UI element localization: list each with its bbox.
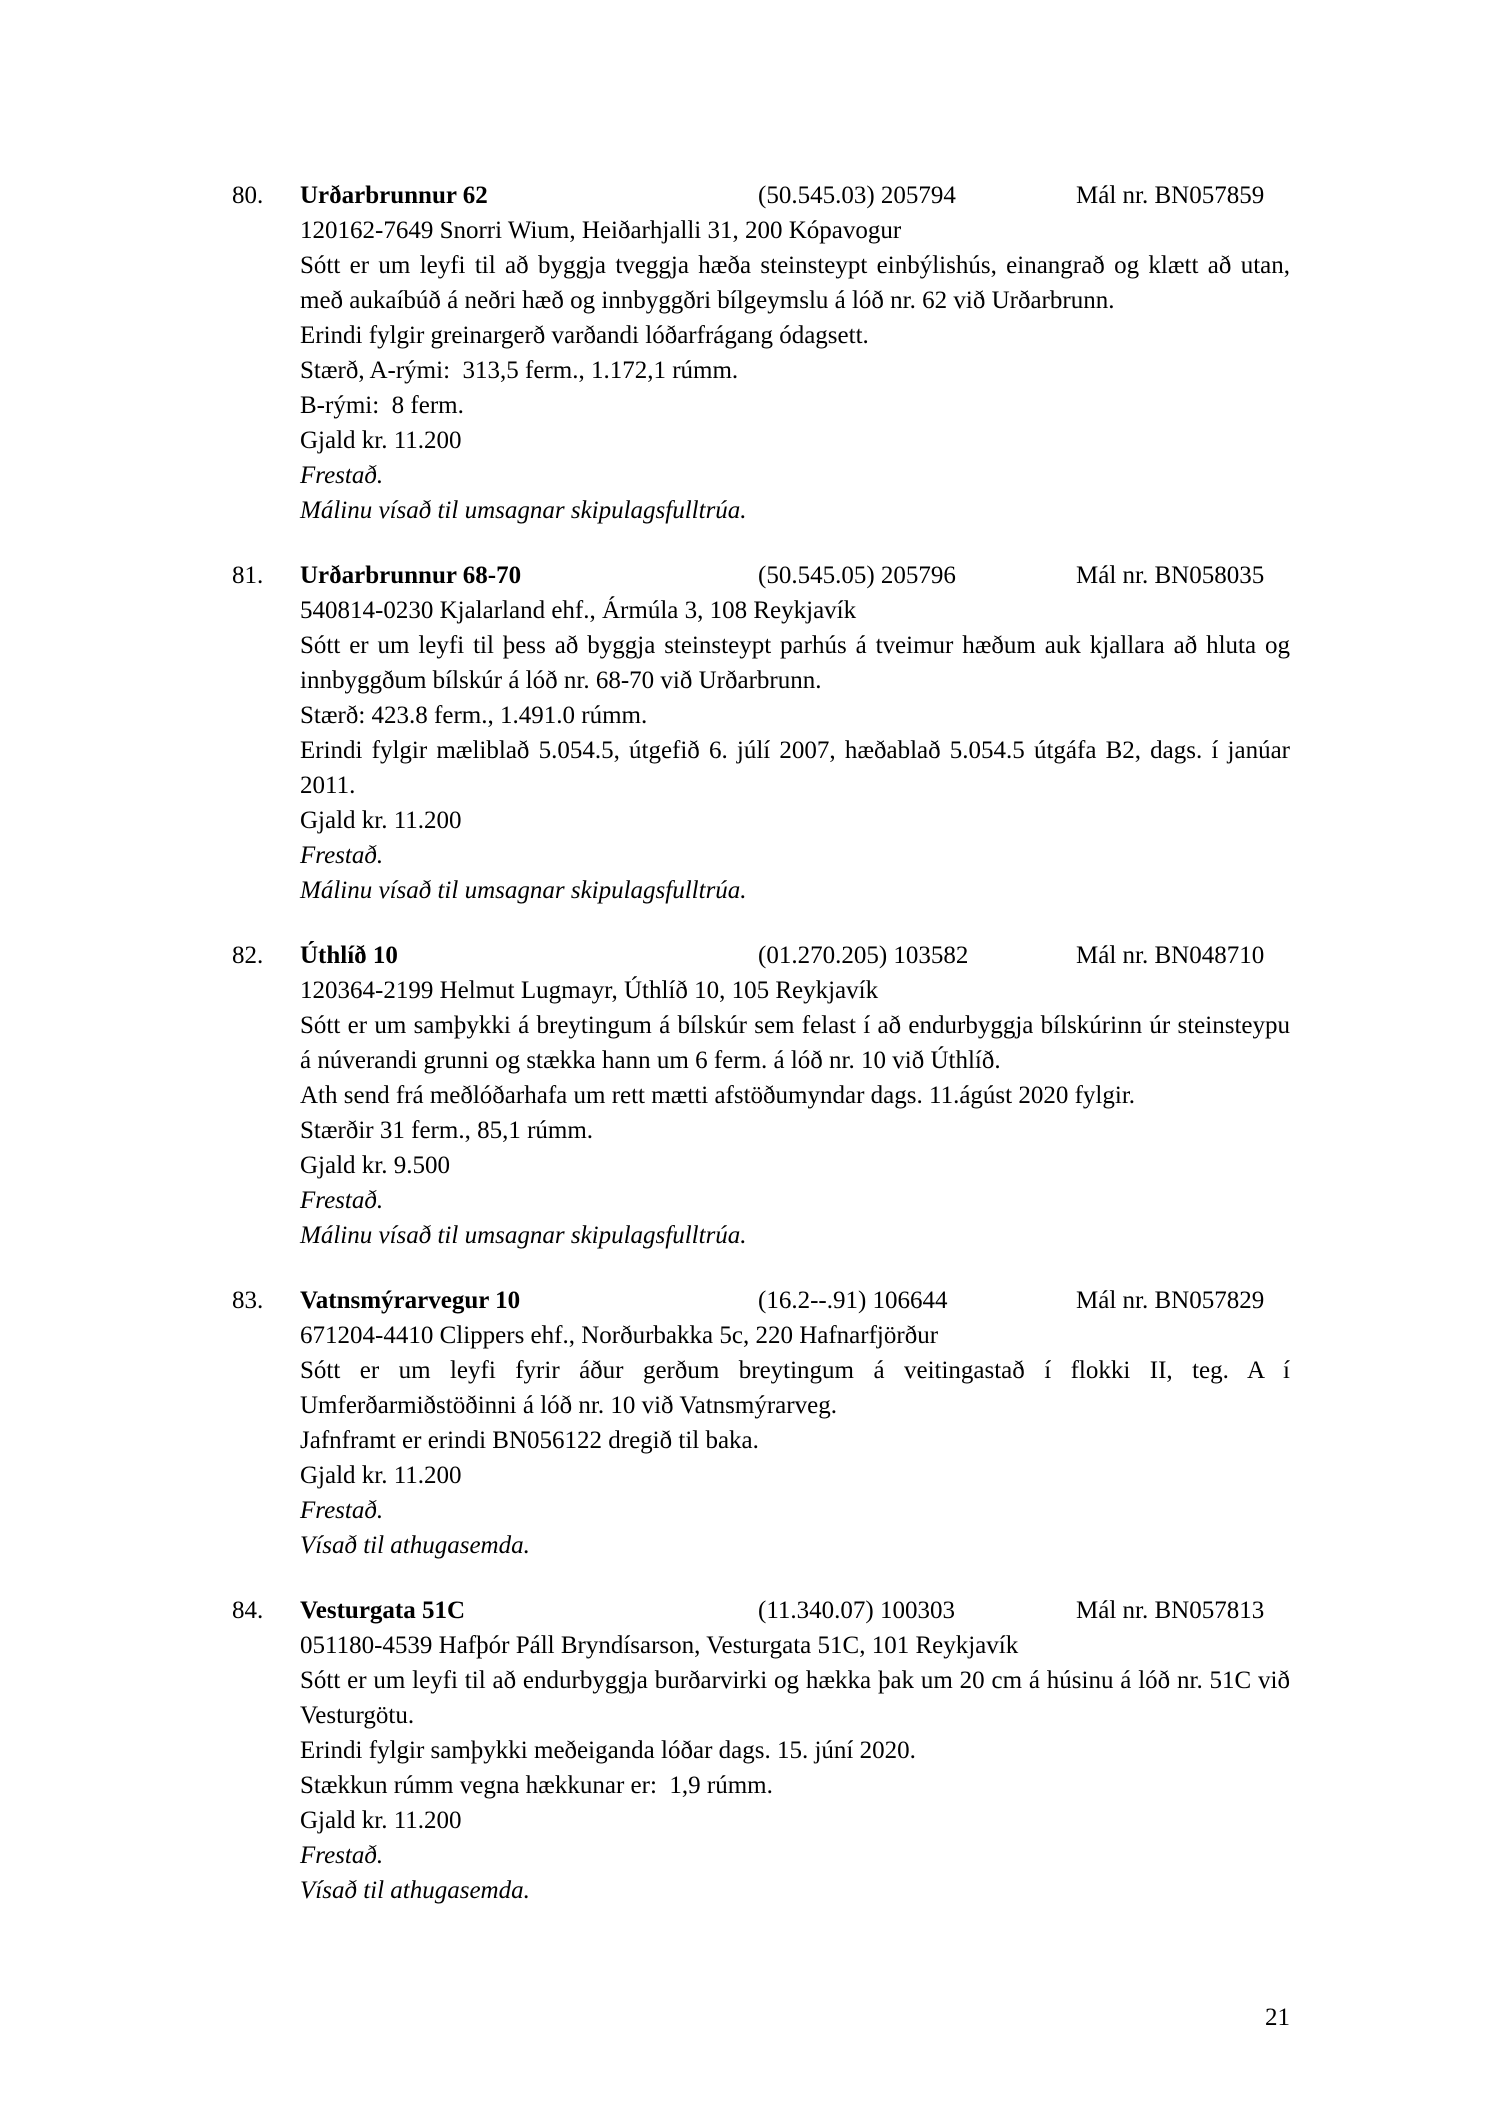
item-paragraph: Ath send frá meðlóðarhafa um rett mætti afstöðumyndar dags. 11.ágúst 2020 fylgir. (300, 1082, 1136, 1109)
item-applicant: 120364-2199 Helmut Lugmayr, Úthlíð 10, 105 Reykjavík (300, 977, 879, 1004)
item-title: Úthlíð 10 (300, 942, 398, 969)
item-reference-number: (16.2--.91) 106644 (758, 1287, 948, 1314)
item-paragraph: Stærð, A-rými: 313,5 ferm., 1.172,1 rúmm. (300, 357, 739, 384)
item-paragraph: Erindi fylgir mæliblað 5.054.5, útgefið 6. júlí 2007, hæðablað 5.054.5 útgáfa B2, dags. í janúar 2011. (300, 737, 1297, 799)
item-paragraph: Gjald kr. 11.200 (300, 427, 462, 454)
item-title: Vesturgata 51C (300, 1597, 466, 1624)
item-paragraph: Gjald kr. 11.200 (300, 807, 462, 834)
item-status-line: Frestað. (300, 462, 384, 489)
item-header (232, 1283, 1290, 1318)
item-number: 82. (232, 942, 264, 969)
item-status-line: Vísað til athugasemda. (300, 1877, 530, 1904)
item-details (300, 593, 1297, 908)
item-paragraph: Gjald kr. 9.500 (300, 1152, 450, 1179)
item-status-line: Frestað. (300, 1842, 384, 1869)
item-paragraph: Erindi fylgir samþykki meðeiganda lóðar dags. 15. júní 2020. (300, 1737, 916, 1764)
agenda-item (232, 938, 1297, 1253)
item-reference-number: (50.545.05) 205796 (758, 562, 956, 589)
item-paragraph: Sótt er um leyfi til að endurbyggja burðarvirki og hækka þak um 20 cm á húsinu á lóð nr. 51C við Vesturgötu. (300, 1667, 1296, 1729)
item-paragraph: Sótt er um leyfi til þess að byggja steinsteypt parhús á tveimur hæðum auk kjallara að hluta og innbyggðum bílskúr á lóð nr. 68-70 við Urðarbrunn. (300, 632, 1297, 694)
item-reference-number: (11.340.07) 100303 (758, 1597, 955, 1624)
item-paragraph: Gjald kr. 11.200 (300, 1462, 462, 1489)
item-reference-number: (50.545.03) 205794 (758, 182, 956, 209)
item-details (300, 1628, 1296, 1908)
item-applicant: 051180-4539 Hafþór Páll Bryndísarson, Vesturgata 51C, 101 Reykjavík (300, 1632, 1019, 1659)
item-case-number: Mál nr. BN048710 (1076, 942, 1265, 969)
item-paragraph: Sótt er um leyfi til að byggja tveggja hæða steinsteypt einbýlishús, einangrað og klætt að utan, með aukaíbúð á neðri hæð og innbyggðri bílgeymslu á lóð nr. 62 við Urðarbrunn. (300, 252, 1297, 314)
item-paragraph: B-rými: 8 ferm. (300, 392, 464, 419)
item-details (300, 213, 1297, 528)
item-title: Urðarbrunnur 68-70 (300, 562, 522, 589)
item-applicant: 671204-4410 Clippers ehf., Norðurbakka 5c, 220 Hafnarfjörður (300, 1322, 939, 1349)
item-status-line: Málinu vísað til umsagnar skipulagsfulltrúa. (300, 497, 747, 524)
item-status-line: Málinu vísað til umsagnar skipulagsfulltrúa. (300, 877, 747, 904)
item-case-number: Mál nr. BN058035 (1076, 562, 1265, 589)
item-status-line: Frestað. (300, 842, 384, 869)
item-title: Vatnsmýrarvegur 10 (300, 1287, 521, 1314)
item-case-number: Mál nr. BN057859 (1076, 182, 1265, 209)
item-paragraph: Erindi fylgir greinargerð varðandi lóðarfrágang ódagsett. (300, 322, 869, 349)
item-title: Urðarbrunnur 62 (300, 182, 488, 209)
item-details (300, 1318, 1297, 1563)
item-details (300, 973, 1297, 1253)
item-status-line: Frestað. (300, 1497, 384, 1524)
item-number: 80. (232, 182, 264, 209)
item-reference-number: (01.270.205) 103582 (758, 942, 969, 969)
item-status-line: Vísað til athugasemda. (300, 1532, 530, 1559)
item-paragraph: Sótt er um leyfi fyrir áður gerðum breytingum á veitingastað í flokki II, teg. A í Umferðarmiðstöðinni á lóð nr. 10 við Vatnsmýrarveg. (300, 1357, 1297, 1419)
item-header (232, 1593, 1290, 1628)
items-list (232, 178, 1297, 1938)
item-header (232, 558, 1290, 593)
item-body (300, 1008, 1297, 1253)
agenda-item (232, 558, 1297, 908)
item-header (232, 938, 1290, 973)
item-status-line: Frestað. (300, 1187, 384, 1214)
item-paragraph: Jafnframt er erindi BN056122 dregið til baka. (300, 1427, 759, 1454)
item-number: 83. (232, 1287, 264, 1314)
item-applicant: 120162-7649 Snorri Wium, Heiðarhjalli 31, 200 Kópavogur (300, 217, 902, 244)
item-number: 84. (232, 1597, 264, 1624)
item-body (300, 248, 1297, 528)
item-paragraph: Gjald kr. 11.200 (300, 1807, 462, 1834)
item-number: 81. (232, 562, 264, 589)
item-body (300, 1663, 1296, 1908)
item-paragraph: Sótt er um samþykki á breytingum á bílskúr sem felast í að endurbyggja bílskúrinn úr steinsteypu á núverandi grunni og stækka hann um 6 ferm. á lóð nr. 10 við Úthlíð. (300, 1012, 1297, 1074)
item-body (300, 1353, 1297, 1563)
item-applicant: 540814-0230 Kjalarland ehf., Ármúla 3, 108 Reykjavík (300, 597, 857, 624)
item-status-line: Málinu vísað til umsagnar skipulagsfulltrúa. (300, 1222, 747, 1249)
agenda-item (232, 1593, 1296, 1908)
agenda-item (232, 1283, 1297, 1563)
item-paragraph: Stærð: 423.8 ferm., 1.491.0 rúmm. (300, 702, 648, 729)
item-case-number: Mál nr. BN057813 (1076, 1597, 1265, 1624)
item-body (300, 628, 1297, 908)
item-case-number: Mál nr. BN057829 (1076, 1287, 1265, 1314)
item-paragraph: Stækkun rúmm vegna hækkunar er: 1,9 rúmm. (300, 1772, 773, 1799)
page-number: 21 (1265, 2004, 1290, 2031)
item-header (232, 178, 1290, 213)
item-paragraph: Stærðir 31 ferm., 85,1 rúmm. (300, 1117, 594, 1144)
agenda-item (232, 178, 1297, 528)
